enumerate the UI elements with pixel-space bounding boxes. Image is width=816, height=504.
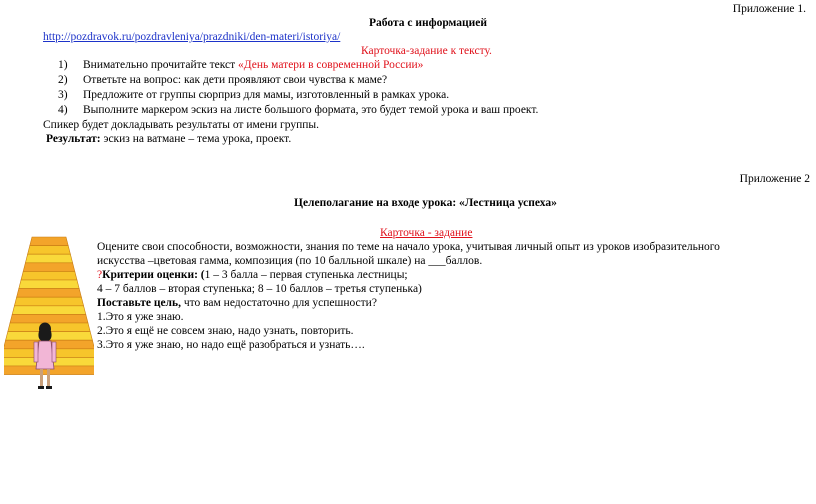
appendix-1-title: Работа с информацией bbox=[369, 17, 488, 29]
criteria-line: ?Критерии оценки: (1 – 3 балла – первая ступенька лестницы; bbox=[97, 269, 408, 281]
appendix-2-title: Целеполагание на входе урока: «Лестница успеха» bbox=[294, 197, 557, 209]
task-list bbox=[58, 58, 538, 118]
card-title-1: Карточка-задание к тексту. bbox=[361, 45, 492, 57]
criteria-line-2: 4 – 7 баллов – вторая ступенька; 8 – 10 баллов – третья ступенька) bbox=[97, 283, 422, 295]
appendix-1-label: Приложение 1. bbox=[732, 3, 806, 15]
stair-step bbox=[10, 314, 88, 323]
intro-line-1: Оцените свои способности, возможности, знания по теме на начало урока, учитывая личный опыт из уроков изобразительного bbox=[97, 241, 720, 253]
option-2: 2.Это я ещё не совсем знаю, надо узнать, повторить. bbox=[97, 325, 354, 337]
option-3: 3.Это я уже знаю, но надо ещё разобраться и узнать…. bbox=[97, 339, 365, 351]
source-link[interactable]: http://pozdravok.ru/pozdravleniya/prazdniki/den-materi/istoriya/ bbox=[43, 31, 341, 43]
stair-step bbox=[30, 237, 68, 246]
list-item: 1) Внимательно прочитайте текст «День матери в современной России» bbox=[58, 59, 424, 71]
appendix-2-label: Приложение 2 bbox=[739, 173, 810, 185]
intro-line-2: искусства –цветовая гамма, композиция (по 10 балльной шкале) на ___баллов. bbox=[97, 255, 483, 267]
result-line: Результат: эскиз на ватмане – тема урока, проект. bbox=[46, 133, 292, 145]
stair-step bbox=[28, 246, 71, 255]
goal-line: Поставьте цель, что вам недостаточно для успешности? bbox=[97, 297, 377, 309]
stair-step bbox=[12, 306, 86, 315]
option-1: 1.Это я уже знаю. bbox=[97, 311, 184, 323]
stair-step bbox=[19, 280, 79, 289]
stairs-with-girl-icon bbox=[4, 233, 94, 393]
stair-step bbox=[14, 297, 83, 306]
list-item: 3) Предложите от группы сюрприз для мамы, изготовленный в рамках урока. bbox=[58, 89, 450, 101]
card-title-2: Карточка - задание bbox=[380, 227, 473, 239]
speaker-line: Спикер будет докладывать результаты от имени группы. bbox=[43, 119, 320, 131]
stair-step bbox=[23, 263, 75, 272]
stair-step bbox=[17, 289, 82, 298]
stair-step bbox=[25, 254, 72, 263]
stair-step bbox=[21, 271, 77, 280]
list-item: 2) Ответьте на вопрос: как дети проявляют свои чувства к маме? bbox=[58, 74, 388, 86]
list-item: 4) Выполните маркером эскиз на листе большого формата, это будет темой урока и ваш проект. bbox=[58, 104, 539, 116]
dress bbox=[36, 341, 54, 369]
